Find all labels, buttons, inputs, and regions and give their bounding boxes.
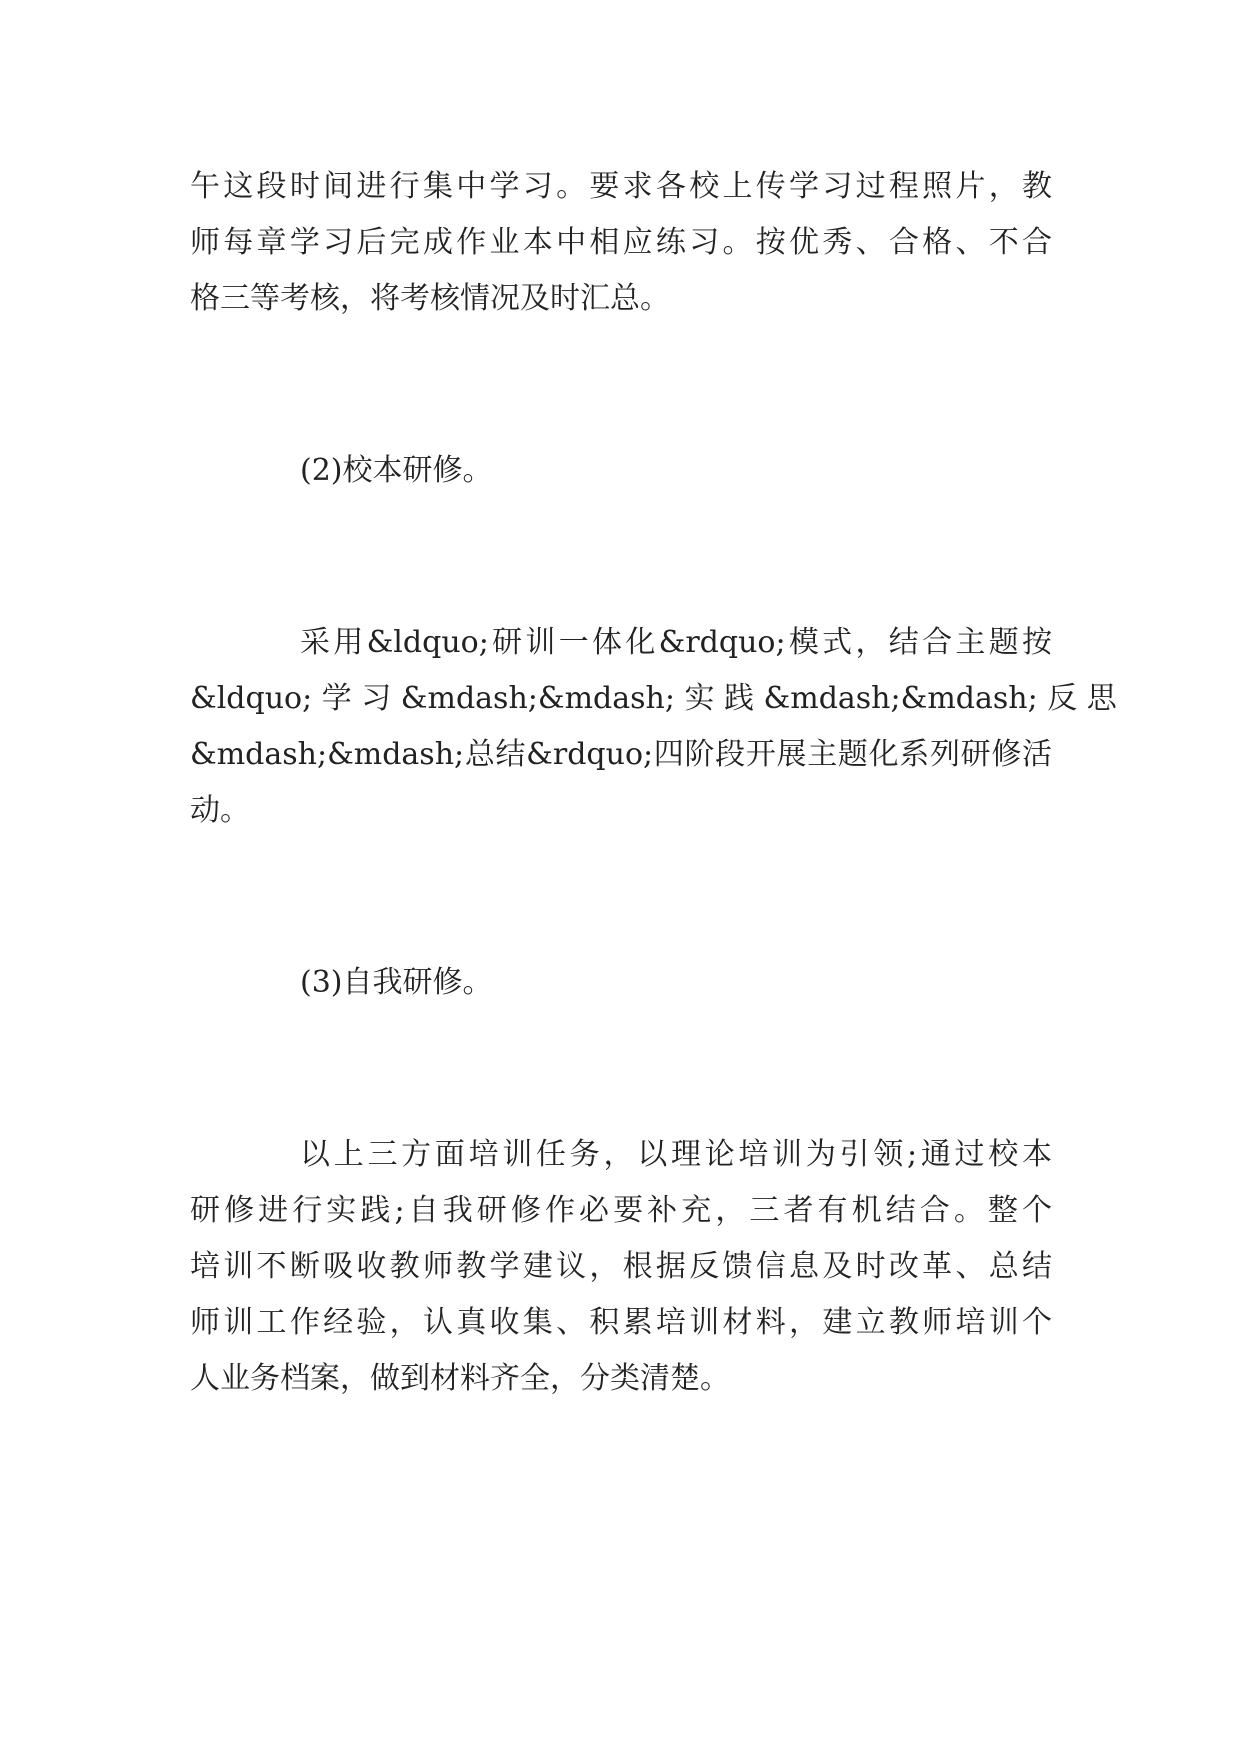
paragraph-1-line-2: 师每章学习后完成作业本中相应练习。按优秀、合格、不合 (190, 225, 1052, 260)
paragraph-2-line-1: 采用&ldquo;研训一体化&rdquo;模式，结合主题按 (300, 625, 1052, 660)
paragraph-2-line-4: 动。 (190, 793, 250, 828)
section-heading-3: (3)自我研修。 (300, 965, 493, 1000)
section-heading-2: (2)校本研修。 (300, 453, 493, 488)
paragraph-1-line-3: 格三等考核，将考核情况及时汇总。 (190, 281, 670, 316)
paragraph-3-line-4: 师训工作经验，认真收集、积累培训材料，建立教师培训个 (190, 1305, 1052, 1340)
paragraph-3-line-1: 以上三方面培训任务，以理论培训为引领;通过校本 (300, 1137, 1052, 1172)
paragraph-3-line-2: 研修进行实践;自我研修作必要补充，三者有机结合。整个 (190, 1193, 1052, 1228)
paragraph-2-line-2: &ldquo; 学 习 &mdash;&mdash; 实 践 &mdash;&mdash; 反 思 (190, 681, 1117, 716)
paragraph-3-line-3: 培训不断吸收教师教学建议，根据反馈信息及时改革、总结 (190, 1249, 1052, 1284)
paragraph-1-line-1: 午这段时间进行集中学习。要求各校上传学习过程照片，教 (190, 169, 1052, 204)
paragraph-3-line-5: 人业务档案，做到材料齐全，分类清楚。 (190, 1361, 730, 1396)
paragraph-2-line-3: &mdash;&mdash;总结&rdquo;四阶段开展主题化系列研修活 (190, 737, 1052, 772)
